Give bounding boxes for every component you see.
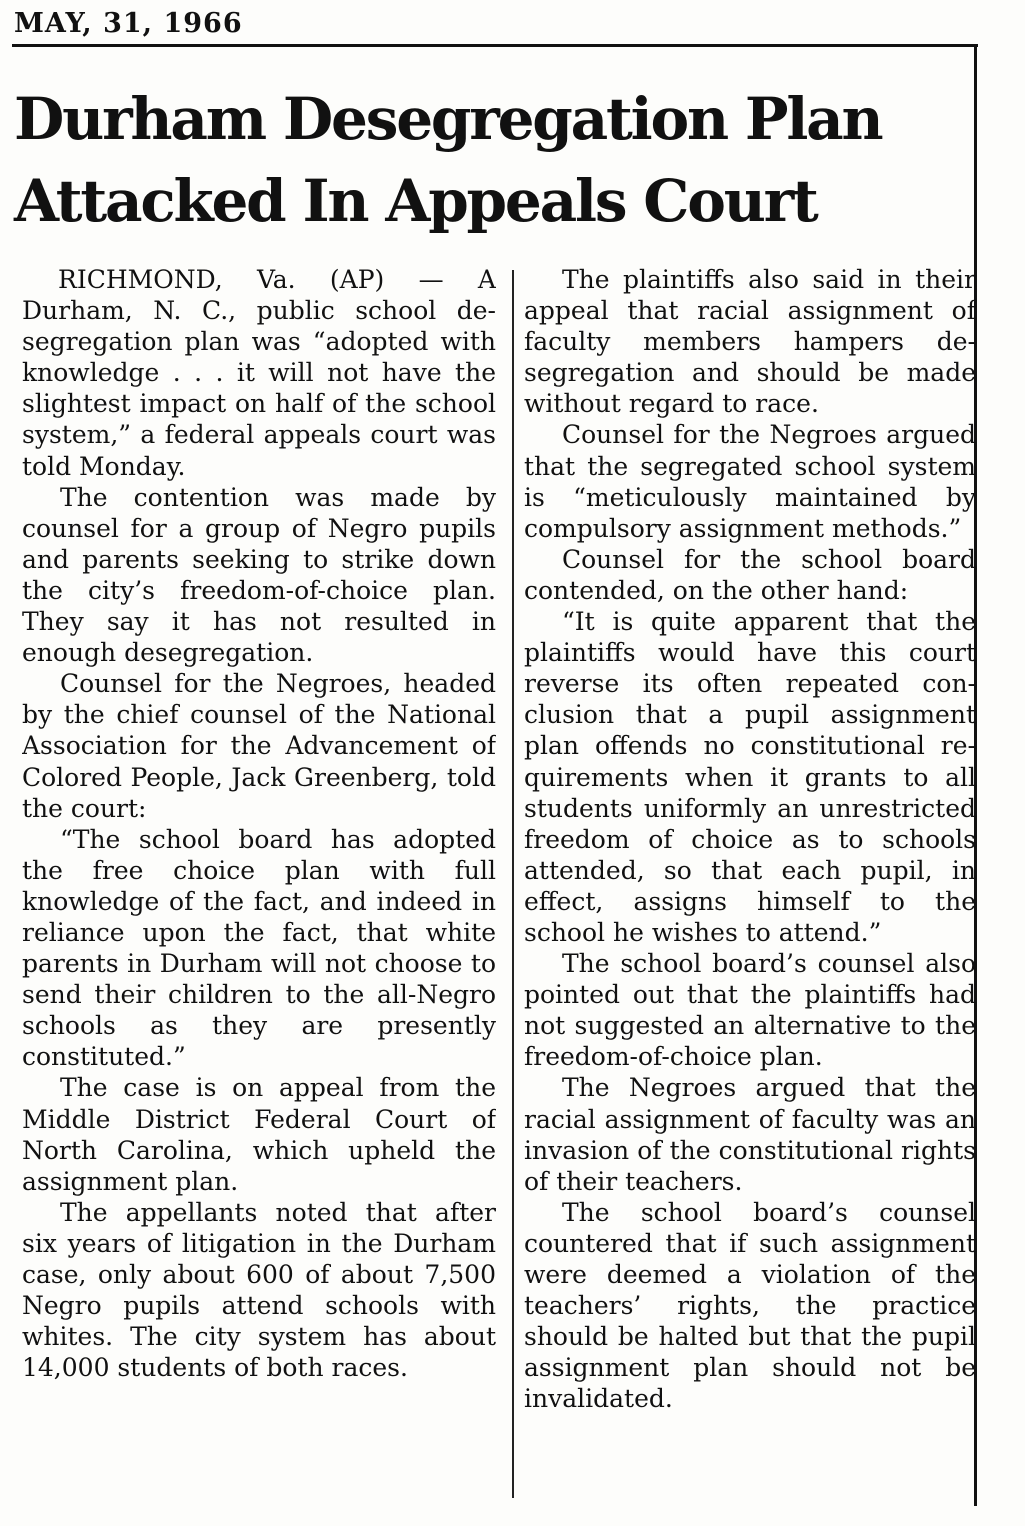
paragraph: The case is on appeal from the Middle District Federal Court of North Carolina, which upheld the assignment plan. [22, 1073, 496, 1196]
headline-line-2: Attacked In Appeals Court [14, 167, 817, 235]
paragraph: The Negroes argued that the racial assignment of faculty was an invasion of the constitutional rights of their teachers. [524, 1073, 976, 1196]
left-column [22, 264, 496, 1512]
right-column [524, 264, 976, 1512]
publication-date: MAY, 31, 1966 [14, 8, 243, 39]
headline-line-1: Durham Desegregation Plan [14, 85, 882, 153]
paragraph: The contention was made by counsel for a group of Negro pupils and parents seeking to strike down the city’s freedom-of-choice plan. They say it has not resulted in enough desegregation. [22, 482, 496, 668]
paragraph: The appellants noted that after six years of litigation in the Durham case, only about 600 of about 7,500 Negro pupils attend schools with whites. The city system has about 14,000 students of both races. [22, 1197, 496, 1383]
paragraph: The school board’s counsel countered that if such assignment were deemed a violation of the teachers’ rights, the practice should be halted but that the pupil assignment plan should not be invalidated. [524, 1197, 976, 1414]
paragraph: “The school board has adopted the free choice plan with full knowledge of the fact, and indeed in reliance upon the fact, that white parents in Durham will not choose to send their children to the all-Negro schools as they are presently constituted.” [22, 824, 496, 1072]
paragraph: Counsel for the school board contended, on the other hand: [524, 544, 976, 605]
paragraph: RICHMOND, Va. (AP) — A Durham, N. C., public school desegregation plan was “adopted with knowledge . . . it will not have the slightest impact on half of the school system,” a federal appeals court was told Monday. [22, 265, 496, 481]
paragraph: “It is quite apparent that the plaintiffs would have this court reverse its often repeated conclusion that a pupil assignment plan offends no constitutional requirements when it grants to all students uniformly an unrestricted freedom of choice as to schools attended, so that each pupil, in effect, assigns himself to the school he wishes to attend.” [524, 607, 976, 947]
top-rule [12, 44, 978, 47]
paragraph: The school board’s counsel also pointed out that the plaintiffs had not suggested an alternative to the freedom-of-choice plan. [524, 949, 976, 1072]
paragraph: The plaintiffs also said in their appeal that racial assignment of faculty members hampers desegregation and should be made without regard to race. [524, 265, 976, 419]
column-divider [512, 270, 514, 1498]
paragraph: Counsel for the Negroes argued that the segregated school system is “meticulously maintained by compulsory assignment methods.” [524, 420, 976, 543]
paragraph: Counsel for the Negroes, headed by the chief counsel of the National Association for the Advancement of Colored People, Jack Greenberg, told the court: [22, 669, 496, 823]
headline [14, 78, 974, 242]
